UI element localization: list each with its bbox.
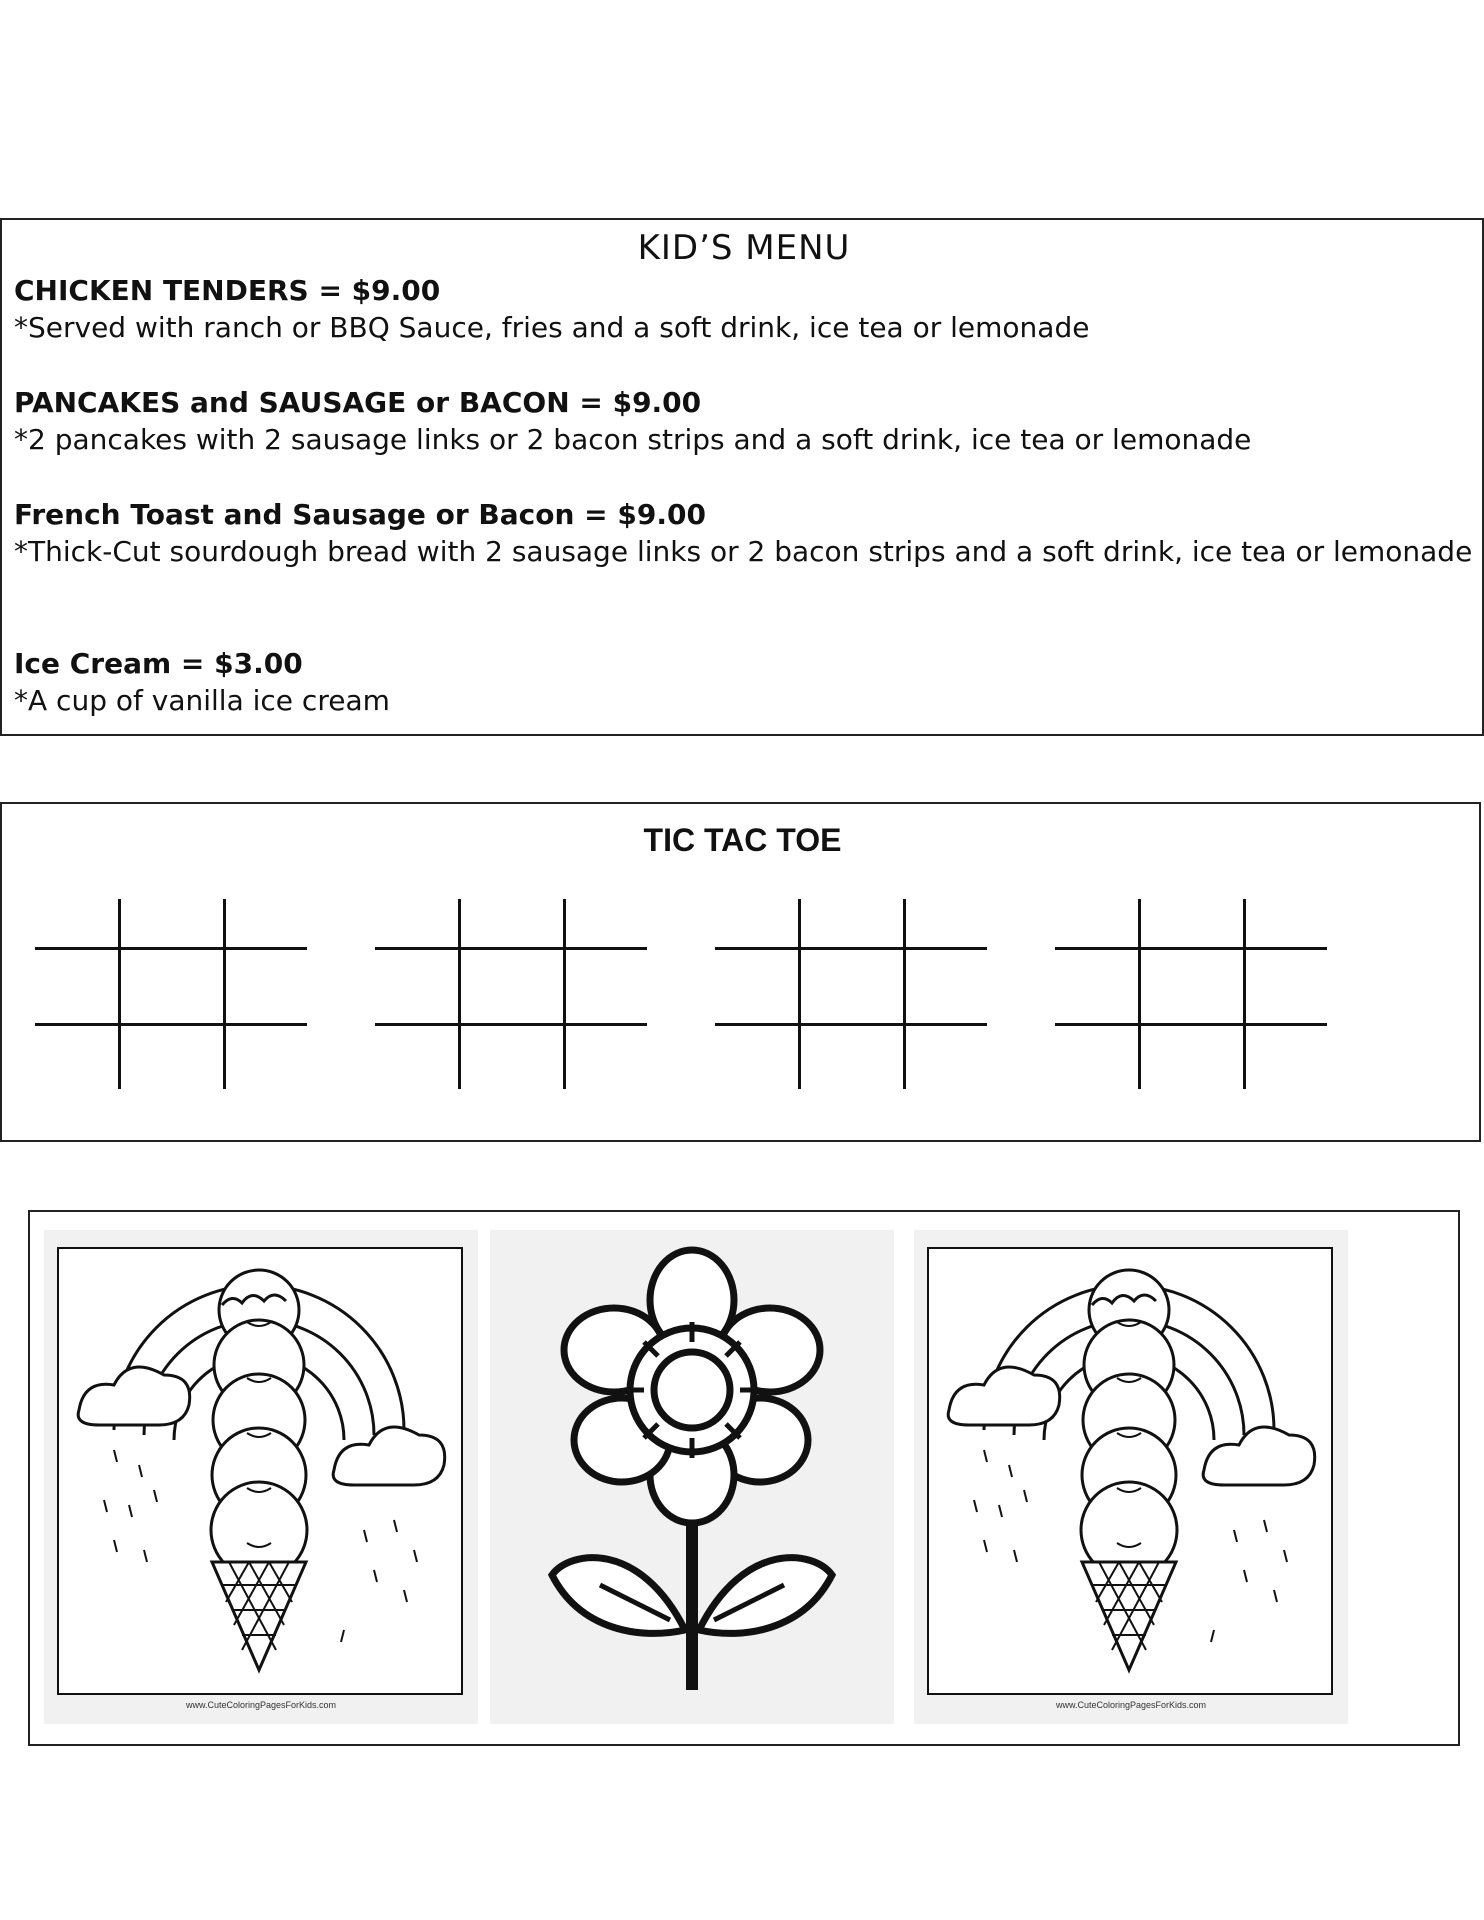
tic-tac-toe-board[interactable] — [35, 899, 307, 1089]
menu-item-description: *A cup of vanilla ice cream — [14, 684, 390, 717]
grid-line — [223, 899, 226, 1089]
grid-line — [35, 947, 307, 950]
tic-tac-toe-board[interactable] — [375, 899, 647, 1089]
tic-tac-toe-title: TIC TAC TOE — [643, 822, 842, 858]
coloring-pages-box — [28, 1210, 1460, 1746]
flower-illustration — [490, 1230, 894, 1724]
coloring-credit: www.CuteColoringPagesForKids.com — [1055, 1700, 1207, 1710]
grid-line — [1138, 899, 1141, 1089]
coloring-panel-ice-cream — [44, 1230, 478, 1724]
menu-item — [14, 272, 1474, 346]
grid-line — [375, 1023, 647, 1026]
coloring-panel-ice-cream — [914, 1230, 1348, 1724]
grid-line — [563, 899, 566, 1089]
tic-tac-toe-board[interactable] — [1055, 899, 1327, 1089]
grid-line — [375, 947, 647, 950]
ice-cream-rainbow-illustration — [44, 1230, 478, 1724]
grid-line — [903, 899, 906, 1089]
tic-tac-toe-box — [0, 802, 1481, 1142]
menu-item-name: CHICKEN TENDERS = $9.00 — [14, 274, 441, 307]
menu-item-description: *Served with ranch or BBQ Sauce, fries and a soft drink, ice tea or lemonade — [14, 311, 1090, 344]
menu-title: KID’S MENU — [637, 228, 851, 268]
grid-line — [458, 899, 461, 1089]
menu-item — [14, 496, 1474, 570]
menu-item-name: Ice Cream = $3.00 — [14, 647, 303, 680]
grid-line — [1055, 1023, 1327, 1026]
menu-item — [14, 384, 1474, 458]
menu-item — [14, 645, 1474, 719]
coloring-credit: www.CuteColoringPagesForKids.com — [185, 1700, 337, 1710]
kids-menu-box — [0, 218, 1484, 736]
grid-line — [715, 1023, 987, 1026]
ice-cream-rainbow-illustration — [914, 1230, 1348, 1724]
grid-line — [1055, 947, 1327, 950]
tic-tac-toe-board[interactable] — [715, 899, 987, 1089]
grid-line — [1243, 899, 1246, 1089]
menu-item-description: *2 pancakes with 2 sausage links or 2 bacon strips and a soft drink, ice tea or lemonade — [14, 423, 1252, 456]
menu-item-name: French Toast and Sausage or Bacon = $9.00 — [14, 498, 706, 531]
grid-line — [715, 947, 987, 950]
menu-item-name: PANCAKES and SAUSAGE or BACON = $9.00 — [14, 386, 702, 419]
menu-item-description: *Thick-Cut sourdough bread with 2 sausage links or 2 bacon strips and a soft drink, ice tea or lemonade — [14, 535, 1473, 568]
grid-line — [35, 1023, 307, 1026]
grid-line — [798, 899, 801, 1089]
coloring-panel-flower — [490, 1230, 894, 1724]
grid-line — [118, 899, 121, 1089]
